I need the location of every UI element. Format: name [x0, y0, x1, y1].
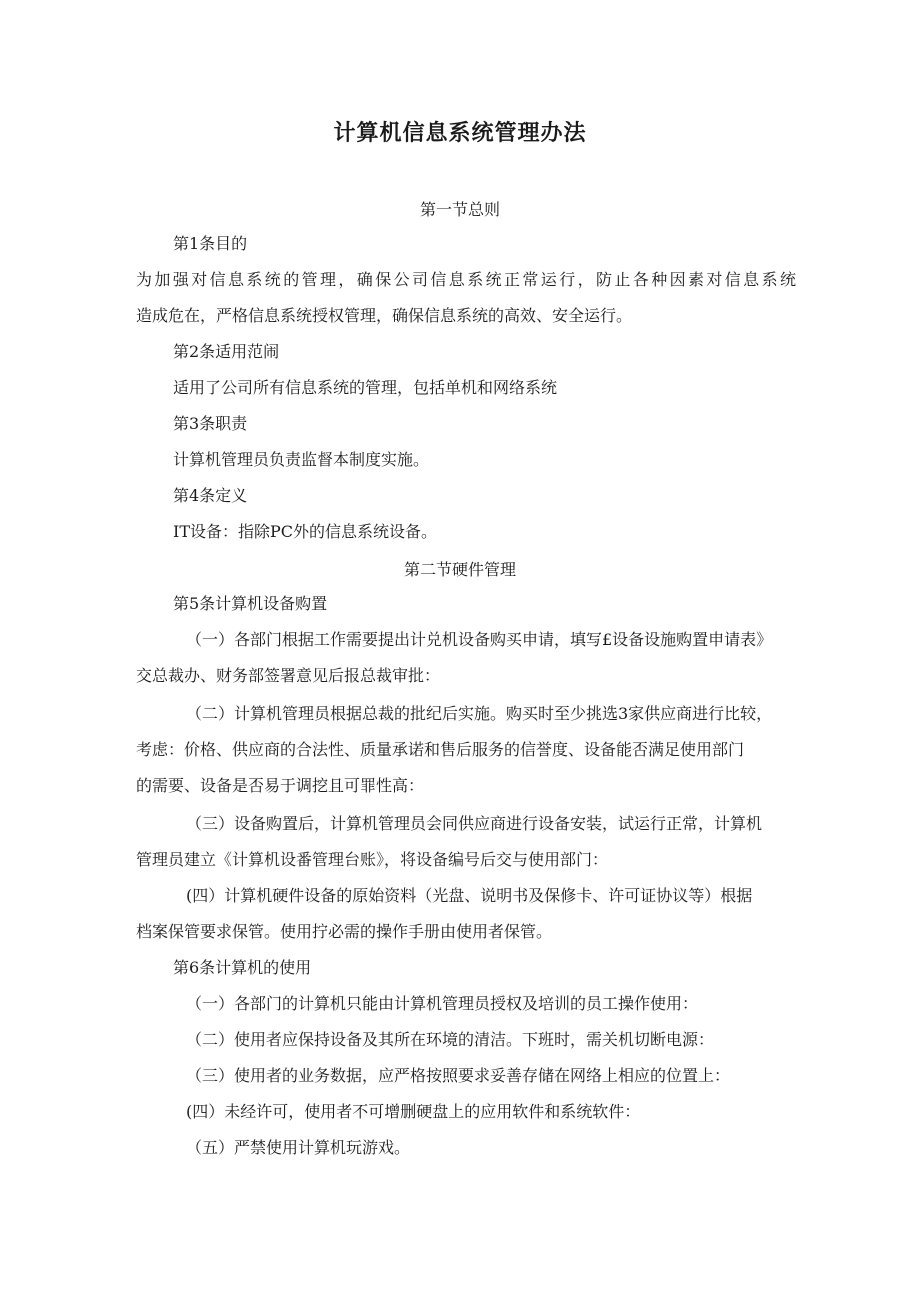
article-5-p1-line-1: （一）各部门根据工作需要提出计兑机设备购买申请，填写£设备设施购置申请表》: [186, 630, 773, 649]
article-6-item-3: （三）使用者的业务数据，应严格按照要求妥善存储在网络上相应的位置上：: [186, 1066, 731, 1085]
article-6-item-4: (四）未经许可，使用者不可增删硬盘上的应用软件和系统软件：: [186, 1102, 641, 1121]
article-6-title: 第6条计算机的使用: [173, 958, 312, 977]
article-5-p4-line-1: (四）计算机硬件设备的原始资料（光盘、说明书及保修卡、许可证协议等）根据: [186, 886, 753, 905]
article-5-p3-line-2: 管理员建立《计算机设番管理台账》，将设备编号后交与使用部门：: [136, 850, 609, 869]
article-1-line-1: 为加强对信息系统的管理，确保公司信息系统正常运行，防止各种因素对信息系统: [136, 270, 796, 289]
document-title: 计算机信息系统管理办法: [333, 121, 587, 146]
article-5-title: 第5条计算机设备购置: [173, 594, 328, 613]
article-2-line-1: 适用了公司所有信息系统的管理，包括单机和网络系统: [173, 378, 558, 397]
article-5-p4-line-2: 档案保管要求保管。使用拧必需的操作手册由使用者保管。: [136, 922, 553, 941]
article-5-p2-line-3: 的需要、设备是否易于调挖且可罪性高：: [136, 776, 425, 795]
article-5-p2-line-2: 考虑：价格、供应商的合法性、质量承诺和售后服务的信誉度、设备能否满足使用部门: [136, 740, 745, 759]
article-6-item-2: （二）使用者应保持设备及其所在环境的清洁。下班时，需关机切断电源：: [186, 1030, 715, 1049]
article-1-line-2: 造成危在，严格信息系统授权管理，确保信息系统的高效、安全运行。: [136, 306, 633, 325]
article-6-item-1: （一）各部门的计算机只能由计算机管理员授权及培训的员工操作使用：: [186, 994, 699, 1013]
section-heading-hardware: 第二节硬件管理: [403, 560, 516, 579]
article-2-title: 第2条适用范闹: [173, 342, 280, 361]
article-3-line-1: 计算机管理员负责监督本制度实施。: [173, 450, 430, 469]
article-5-p2-line-1: （二）计算机管理员根据总裁的批纪后实施。购买时至少挑选3家供应商进行比较，: [186, 704, 773, 723]
article-5-p3-line-1: （三）设备购置后，计算机管理员会同供应商进行设备安装，试运行正常，计算机: [186, 814, 763, 833]
section-heading-general: 第一节总则: [419, 200, 500, 219]
article-3-title: 第3条职责: [173, 414, 248, 433]
article-1-title: 第1条目的: [173, 234, 248, 253]
article-6-item-5: （五）严禁使用计算机玩游戏。: [186, 1138, 411, 1157]
article-5-p1-line-2: 交总裁办、财务部签署意见后报总裁审批：: [136, 666, 441, 685]
article-4-line-1: IT设备：指除PC外的信息系统设备。: [173, 522, 438, 541]
article-4-title: 第4条定义: [173, 486, 248, 505]
